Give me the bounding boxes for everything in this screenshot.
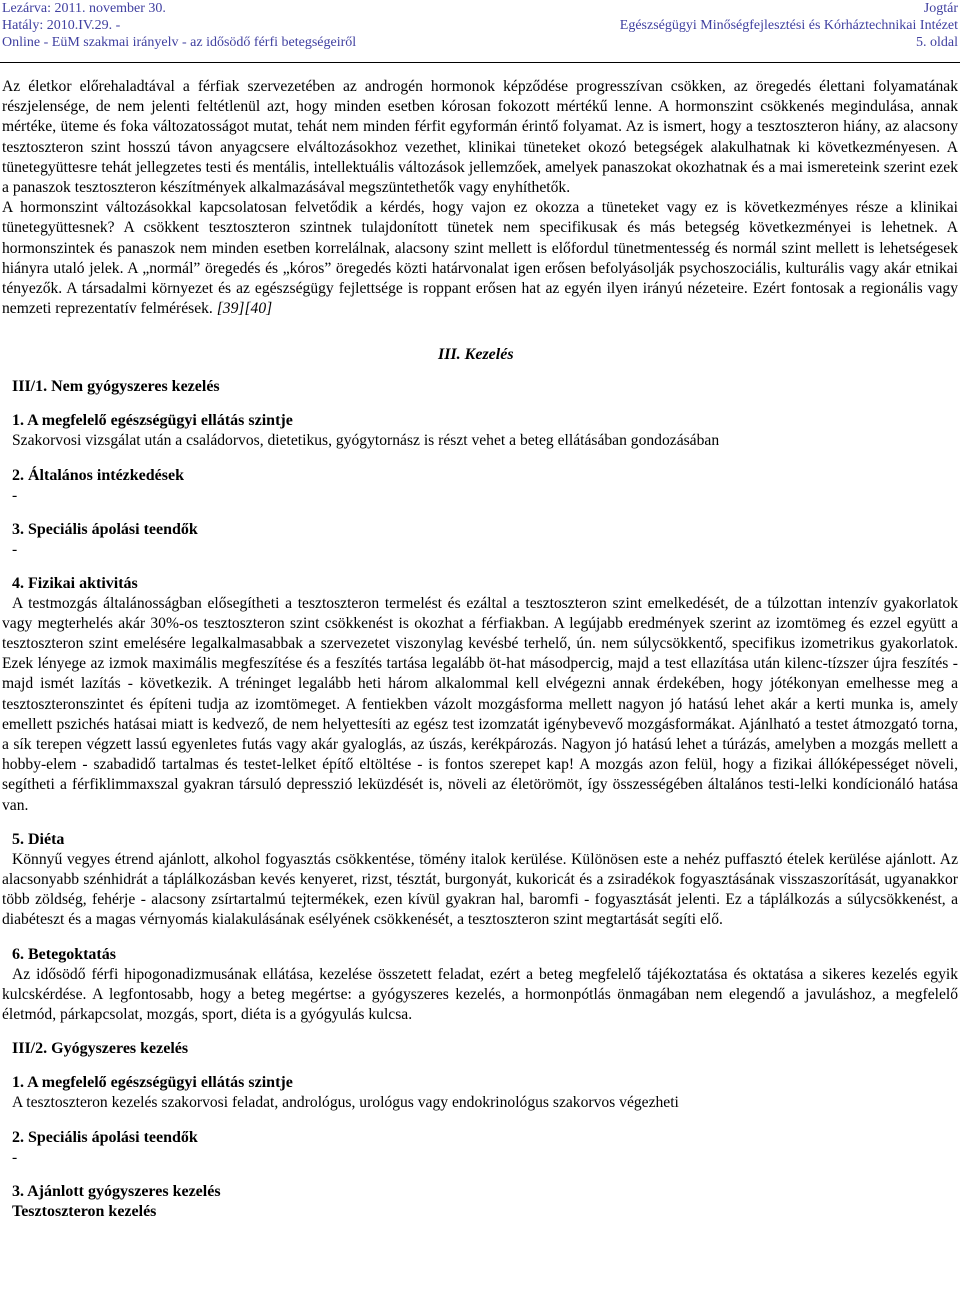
section-heading: 5. Diéta [12, 830, 65, 848]
section-text: - [12, 486, 18, 504]
section-heading: 1. A megfelelő egészségügyi ellátás szintje [12, 1074, 293, 1092]
publisher-name: Jogtár [923, 1, 958, 16]
section-heading: 6. Betegoktatás [12, 945, 116, 963]
institute-name: Egészségügyi Minőségfejlesztési és Kórháztechnikai Intézet [619, 18, 958, 33]
citation-reference: [39][40] [216, 300, 273, 318]
part1-section-4 [2, 574, 958, 816]
section-text: A testmozgás általánosságban elősegítheti a tesztoszteron termelést és ezáltal a tesztoszteron szint emelkedését, de a túlzottan intenzív gyakorlatok vagy megterhelés akár 30%-os tesztoszteron szint csökkenést is okozhat a férfiakban. A legújabb eredmények szerint az izomtömeg és ezzel együtt a tesztoszteron szint emelésére legalkalmasabbak a szervezetet viszonylag kevésbé terhelő, ún. nem súlycsökkentő, specifikus izometrikus gyakorlatok. Ezek lényege az izmok maximális megfeszítése és a feszítés tartása legalább öt-hat másodpercig, majd a test ellazítása után kilenc-tízszer újra feszítés - majd ismét lazítás - következik. A tréninget legalább heti három alkalommal kell elvégezni annak érdekében, hogy jótékonyan emelhesse meg a tesztoszteronszintet és építeni tudja az izomtömeget. A fentiekben vázolt mozgásforma mellett nagyon jó hatású lehet akár a kerti munka is, amely emellett pszichés hatásai miatt is kedvező, de nem helyettesíti az egész test izomzatát igénybevevő mozgásformákat. Ajánlható a testet átmozgató torna, a sík terepen végzett lassú egyenletes futás vagy akár gyaloglás, az úszás, kerékpározás. Nagyon jó hatású lehet a túrázás, amelyben a mozgás mellett a hobby-elem - szabadidő tartalmas és testet-lelket építő eltöltése - is fontos szerepet kap! A mozgás azon felül, hogy a fizikai állóképességet növeli, segítheti a férfiklimmaxszal gyakran társuló depresszió leküzdését is, növeli az életörömöt, így összességében általános testi-lelki kondícionáló hatása van. [2, 594, 958, 814]
section-text: - [12, 540, 18, 558]
header-left [2, 0, 356, 51]
section-heading: 3. Ajánlott gyógyszeres kezelés [12, 1182, 221, 1200]
intro-paragraph-2-text: A hormonszint változásokkal kapcsolatosan felvetődik a kérdés, hogy vajon ez okozza a tüneteket vagy ez is következményes része a klinikai tünetegyüttesnek? A csökkent tesztoszteron szintnek tulajdonított tünetek nem specifikusak és más betegség következményei is lehetnek. A hormonszintek és panaszok nem minden esetben korrelálnak, alacsony szint mellett is előfordul tünetmentesség és normál szint mellett is lehetségesek hiányra utaló jelek. A „normál” öregedés és „kóros” öregedés közti határvonalat igen erősen befolyásolják psychoszociális, kulturális vagy akár etnikai tényezők. A társadalmi környezet és az egészségügy fejlettsége is roppant erősen hat az egyén ilyen irányú nézeteire. Ezért fontosak a regionális vagy nemzeti reprezentatív felmérések. [2, 199, 958, 318]
closing-date: Lezárva: 2011. november 30. [2, 1, 166, 16]
section-text: Az idősödő férfi hipogonadizmusának ellátása, kezelése összetett feladat, ezért a beteg megfelelő tájékoztatása és oktatása a sikeres kezelés egyik kulcskérdése. A legfontosabb, hogy a beteg megértse: a gyógyszeres kezelés, a hormonpótlás önmagában nem elegendő a javuláshoz, a megfelelő életmód, párkapcsolat, mozgás, sport, diéta is a gyógyulás kulcsa. [2, 965, 958, 1024]
section-heading: 4. Fizikai aktivitás [12, 574, 138, 592]
part1-section-1 [2, 411, 958, 451]
section-text: Szakorvosi vizsgálat után a családorvos, dietetikus, gyógytornász is részt vehet a beteg ellátásában gondozásában [12, 432, 720, 450]
section-heading: 2. Speciális ápolási teendők [12, 1128, 198, 1146]
chapter-title: III. Kezelés [438, 346, 514, 364]
part2-section-3 [2, 1182, 958, 1222]
effective-date: Hatály: 2010.IV.29. - [2, 18, 121, 33]
section-heading: 1. A megfelelő egészségügyi ellátás szintje [12, 412, 293, 430]
document-body [0, 63, 960, 1222]
intro-paragraph-1: Az életkor előrehaladtával a férfiak szervezetében az androgén hormonok képződése progresszívan csökken, az öregedés élettani folyamatának részjelensége, de nem jelenti feltétlenül azt, hogy minden esetben kórosan fokozott mértékű lenne. A hormonszint csökkenés megindulása, annak mértéke, üteme és foka változatosságot mutat, tehát nem minden férfit egyformán érintő folyamat. Az is ismert, hogy a tesztoszteron hiány, az alacsony tesztoszteron szint hosszú távon anyagcsere elváltozásokhoz vezethet, klinikai tüneteket okozó betegségek alakulhatnak ki következményesen. A tünetegyüttesre tehát jellegzetes testi és mentális, intellektuális változások jellemzőek, amelyek panaszokat okozhatnak és a mai ismereteink szerint ezek a panaszok tesztoszteron készítmények alkalmazásával megszüntethetők vagy enyhíthetők. [2, 78, 958, 197]
section-heading: 3. Speciális ápolási teendők [12, 520, 198, 538]
part2-section-1 [2, 1073, 958, 1113]
header-right [620, 0, 958, 51]
part1-section-3 [2, 520, 958, 560]
part1-title: III/1. Nem gyógyszeres kezelés [12, 378, 220, 396]
part1-section-5 [2, 830, 958, 931]
subsection-heading: Tesztoszteron kezelés [12, 1202, 157, 1220]
part2-section-2 [2, 1128, 958, 1168]
section-heading: 2. Általános intézkedések [12, 466, 184, 484]
part2-title: III/2. Gyógyszeres kezelés [12, 1040, 189, 1058]
part1-section-2 [2, 466, 958, 506]
document-title: Online - EüM szakmai irányelv - az idősödő férfi betegségeiről [2, 35, 357, 50]
section-text: A tesztoszteron kezelés szakorvosi feladat, andrológus, urológus vagy endokrinológus szakorvos végezheti [12, 1094, 679, 1112]
part1-section-6 [2, 945, 958, 1026]
section-text: - [12, 1148, 18, 1166]
page-number: 5. oldal [916, 35, 958, 50]
intro-paragraph-2 [2, 198, 958, 319]
page-header [0, 0, 960, 63]
section-text: Könnyű vegyes étrend ajánlott, alkohol fogyasztás csökkentése, tömény italok kerülése. Különösen este a nehéz puffasztó ételek kerülése ajánlott. Az alacsonyabb szénhidrát a táplálkozásban kevés kenyeret, rizst, tésztát, burgonyát, kukoricát és a zsiradékok fogyasztásának visszaszorítását, ugyanakkor több zöldség, fehérje - alacsony zsírtartalmú tejtermékek, ezen kívül gyakran hal, baromfi - fogyasztását jelenti. Ez a táplálkozás a súlycsökkenést, a diabéteszt és a magas vérnyomás kialakulásának esélyének csökkenését, a tesztoszteron szint megtartását segíti elő. [2, 850, 958, 929]
